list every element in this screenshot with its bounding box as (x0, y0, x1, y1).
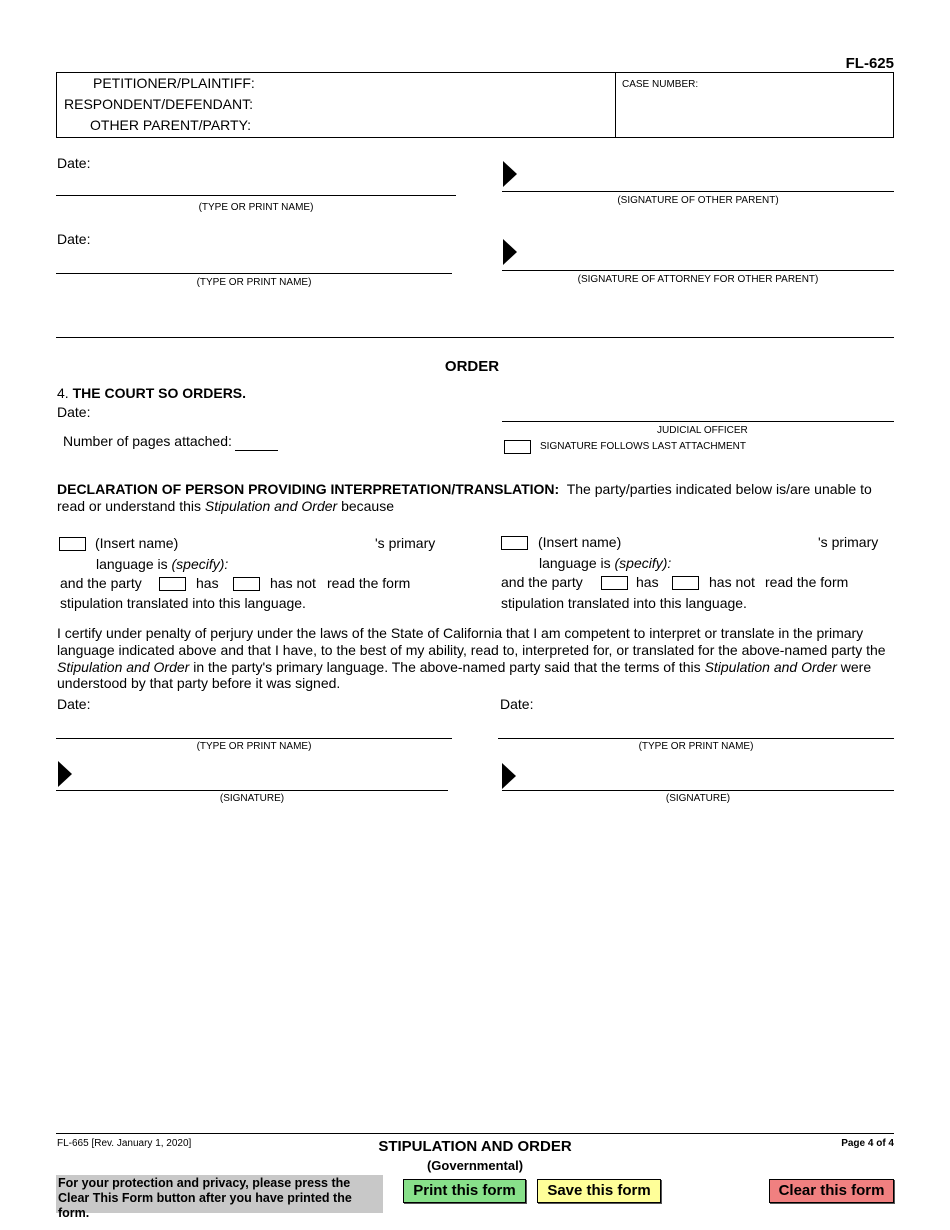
case-number-label: CASE NUMBER: (622, 79, 699, 90)
has-not-checkbox-left[interactable] (233, 577, 260, 591)
judicial-officer-caption: JUDICIAL OFFICER (657, 425, 748, 436)
order-date-label: Date: (57, 404, 91, 420)
signature-line (502, 270, 894, 271)
has-label-right: has (636, 574, 659, 590)
caption-box (56, 72, 894, 138)
signature-arrow-icon (502, 763, 516, 789)
interpreter-signature-line-left (56, 790, 448, 791)
signature-follows-label: SIGNATURE FOLLOWS LAST ATTACHMENT (540, 441, 746, 452)
party-checkbox-left[interactable] (59, 537, 86, 551)
form-revision: FL-665 [Rev. January 1, 2020] (57, 1138, 192, 1149)
certification-paragraph (57, 625, 890, 692)
language-is-text: language is (539, 555, 611, 571)
read-the-form-right: read the form (765, 574, 849, 590)
name-line (56, 273, 452, 274)
signature-line (502, 191, 894, 192)
and-the-party-right: and the party (501, 574, 583, 590)
order-title: ORDER (444, 358, 500, 375)
type-print-name-caption: (TYPE OR PRINT NAME) (196, 277, 312, 288)
clear-form-button[interactable]: Clear this form (769, 1179, 894, 1203)
certify-text-2: in the party's primary language. The above-named party said that the terms of this (193, 658, 701, 675)
signature-arrow-icon (58, 761, 72, 787)
has-checkbox-left[interactable] (159, 577, 186, 591)
order-item (57, 385, 246, 401)
insert-name-right: (Insert name) (538, 534, 622, 550)
interpreter-signature-caption-right: (SIGNATURE) (665, 793, 731, 804)
has-not-label-right: has not (709, 574, 755, 590)
interpreter-name-caption-left: (TYPE OR PRINT NAME) (196, 741, 312, 752)
interpreter-name-line-left (56, 738, 452, 739)
other-parent-label: OTHER PARENT/PARTY: (90, 117, 252, 133)
interpreter-name-line-right (498, 738, 894, 739)
interpreter-date-right: Date: (500, 696, 534, 712)
primary-left: 's primary (375, 535, 436, 551)
language-is-text: language is (96, 556, 168, 572)
footer-subtitle: (Governmental) (426, 1158, 524, 1173)
declaration-heading: DECLARATION OF PERSON PROVIDING INTERPRETATION/TRANSLATION: (57, 481, 560, 497)
declaration-paragraph (57, 481, 887, 515)
footer-rule (56, 1133, 894, 1134)
stipulation-translated-left: stipulation translated into this language. (60, 595, 306, 611)
specify-text: (specify): (614, 555, 672, 571)
pages-attached-field[interactable] (235, 450, 278, 451)
judicial-officer-line (502, 421, 894, 422)
language-is-left (96, 556, 228, 572)
interpreter-name-caption-right: (TYPE OR PRINT NAME) (638, 741, 754, 752)
petitioner-label: PETITIONER/PLAINTIFF: (93, 75, 255, 91)
signature-follows-checkbox[interactable] (504, 440, 531, 454)
type-print-name-caption: (TYPE OR PRINT NAME) (198, 202, 314, 213)
read-the-form-left: read the form (327, 575, 411, 591)
respondent-label: RESPONDENT/DEFENDANT: (64, 96, 254, 112)
pages-attached-label: Number of pages attached: (63, 433, 232, 449)
declaration-text-italic: Stipulation and Order (204, 498, 338, 514)
caption-divider (615, 73, 616, 137)
stipulation-translated-right: stipulation translated into this language. (501, 595, 747, 611)
has-label-left: has (196, 575, 219, 591)
date-label: Date: (57, 155, 91, 171)
language-is-right (539, 555, 671, 571)
print-form-button[interactable]: Print this form (403, 1179, 526, 1203)
section-divider (56, 337, 894, 338)
interpreter-signature-caption-left: (SIGNATURE) (219, 793, 285, 804)
signature-attorney-caption: (SIGNATURE OF ATTORNEY FOR OTHER PARENT) (577, 274, 819, 285)
signature-arrow-icon (503, 161, 517, 187)
party-checkbox-right[interactable] (501, 536, 528, 550)
footer-title: STIPULATION AND ORDER (378, 1138, 572, 1155)
certify-text-3: were understood by that party before it was signed. (57, 658, 872, 692)
specify-text: (specify): (171, 556, 229, 572)
signature-other-parent-caption: (SIGNATURE OF OTHER PARENT) (617, 195, 779, 206)
declaration-text-1: The party/parties indicated below is/are unable to read or understand this (57, 481, 872, 514)
privacy-note: For your protection and privacy, please press the Clear This Form button after you have printed the form. (56, 1175, 383, 1213)
save-form-button[interactable]: Save this form (537, 1179, 661, 1203)
certify-italic-2: Stipulation and Order (704, 658, 837, 675)
has-not-label-left: has not (270, 575, 316, 591)
order-item-number: 4. (57, 385, 69, 401)
form-number: FL-625 (845, 55, 894, 72)
certify-text-1: I certify under penalty of perjury under the laws of the State of California that I am competent to interpret or translate in the primary language indicated above and that I have, to the best of my ability, read to, interpreted for, or translated for the above-named party the (57, 625, 886, 658)
has-not-checkbox-right[interactable] (672, 576, 699, 590)
and-the-party-left: and the party (60, 575, 142, 591)
interpreter-date-left: Date: (57, 696, 91, 712)
primary-right: 's primary (818, 534, 879, 550)
name-line (56, 195, 456, 196)
page-number: Page 4 of 4 (841, 1138, 894, 1149)
declaration-text-2: because (341, 498, 395, 514)
signature-arrow-icon (503, 239, 517, 265)
court-so-orders: THE COURT SO ORDERS. (72, 385, 247, 401)
certify-italic-1: Stipulation and Order (57, 658, 190, 675)
insert-name-left: (Insert name) (95, 535, 179, 551)
has-checkbox-right[interactable] (601, 576, 628, 590)
date-label: Date: (57, 231, 91, 247)
interpreter-signature-line-right (502, 790, 894, 791)
